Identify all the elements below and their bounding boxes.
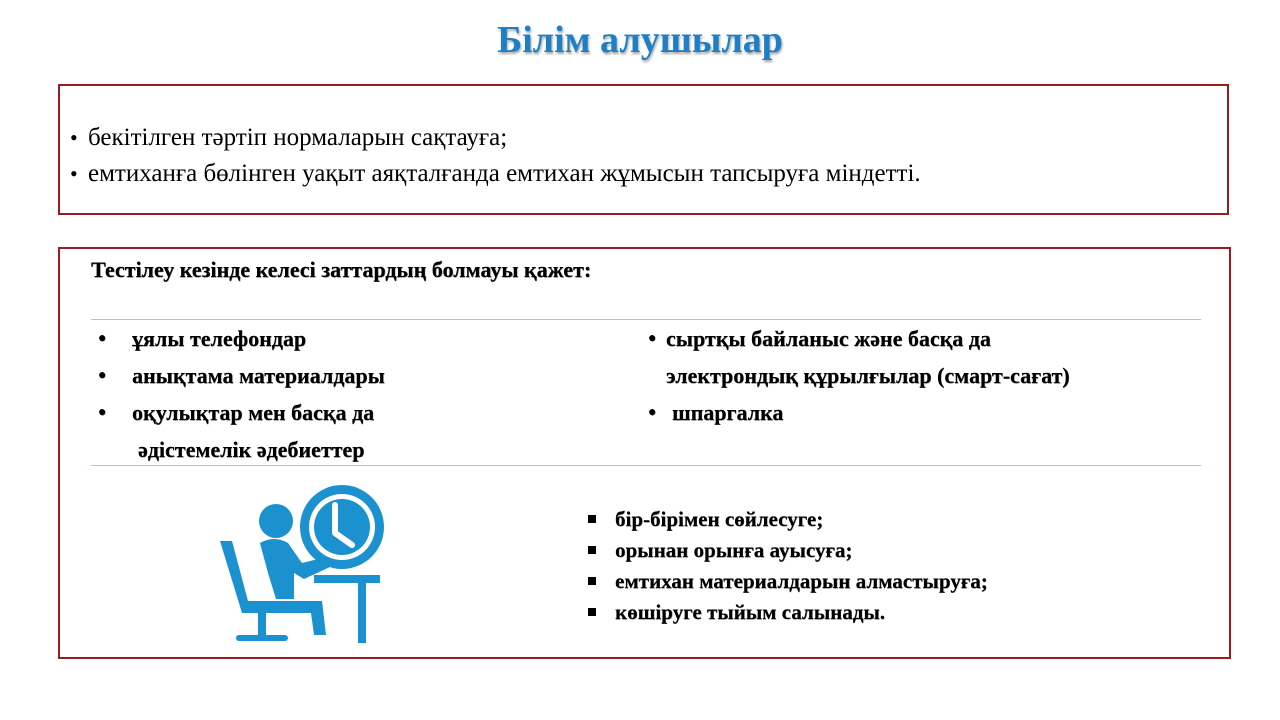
divider-bottom <box>91 465 1201 466</box>
bullet-icon: • <box>70 161 78 186</box>
duty-text: бекітілген тәртіп нормаларын сақтауға; <box>88 124 508 151</box>
divider-top <box>91 319 1201 320</box>
bullet-icon: • <box>70 125 78 150</box>
square-bullet-icon <box>588 546 596 554</box>
square-bullet-icon <box>588 515 596 523</box>
rules-box: Тестілеу кезінде келесі заттардың болмауы қажет: ● ұялы телефондар ● анықтама материалдары ● оқулықтар мен басқа да әдістемелік әдебиеттер ● сыртқы байланыс және басқа да электрондық құрылғылар (смарт-сағат) ● шпаргалка бір-бірімен сөйлесуге; орынан орынға ауысуға; емтихан материалдарын алмастыруға; көшіруге тыйым салынады. <box>58 247 1231 659</box>
bullet-icon: ● <box>98 331 107 346</box>
square-bullet-icon <box>588 608 596 616</box>
duties-box <box>58 84 1229 215</box>
page-title: Білім алушылар <box>497 19 783 61</box>
forbidden-heading: Тестілеу кезінде келесі заттардың болмауы қажет: <box>91 257 592 282</box>
list-item <box>70 156 921 192</box>
student-exam-clock-icon <box>218 481 386 647</box>
list-item <box>70 120 921 156</box>
bullet-icon: ● <box>98 405 107 420</box>
bullet-icon: ● <box>648 405 657 420</box>
bullet-icon: ● <box>648 331 657 346</box>
bullet-icon: ● <box>98 368 107 383</box>
duties-list <box>70 120 921 192</box>
duty-text: емтиханға бөлінген уақыт аяқталғанда емтихан жұмысын тапсыруға міндетті. <box>88 160 921 187</box>
square-bullet-icon <box>588 577 596 585</box>
